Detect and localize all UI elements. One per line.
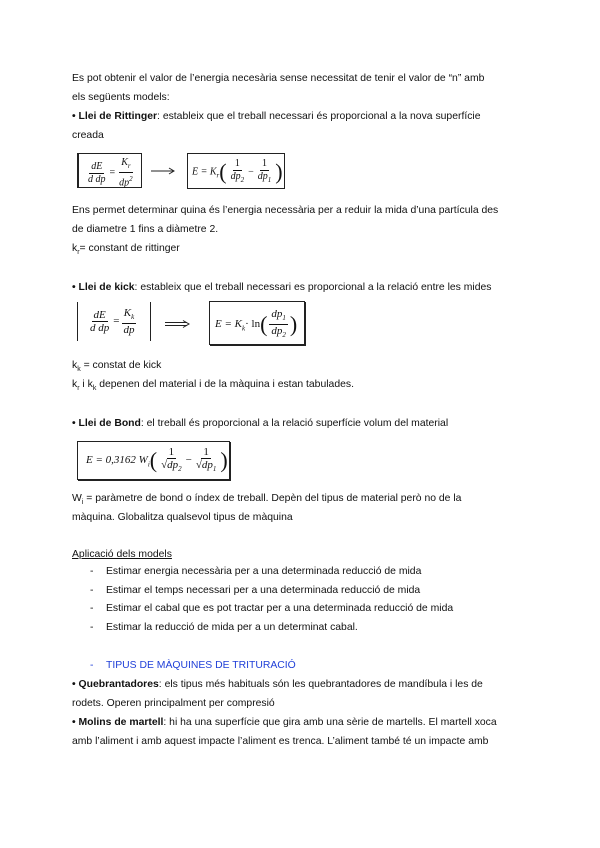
list-item: - Estimar el temps necessari per a una determinada reducció de mida xyxy=(90,582,453,601)
wi-definition: = paràmetre de bond o índex de treball. Depèn del tipus de material però no de la xyxy=(83,493,462,504)
molins-desc-2: amb l’aliment i amb aquest impacte l’aliment es trenca. L’aliment també té un impacte amb xyxy=(72,736,489,747)
list-item: - Estimar energia necessària per a una determinada reducció de mida xyxy=(90,563,453,582)
bond-title: • Llei de Bond xyxy=(72,418,141,429)
quebrantadores-title: • Quebrantadores xyxy=(72,679,159,690)
rittinger-f1-den-sub: 2 xyxy=(240,176,245,184)
kk-symbol: k xyxy=(72,360,78,371)
kk-subscript: k xyxy=(77,366,81,374)
rittinger-energy-equation: $E = K_r$( $\frac{1}{dp_2}$ − $\frac{1}{dp_1}$ ) xyxy=(187,153,285,189)
implies-arrow-icon xyxy=(151,167,177,175)
kr-subscript: r xyxy=(77,249,80,257)
rittinger-eq-dp: dp xyxy=(119,177,130,189)
rittinger-explanation-1: Ens permet determinar quina és l’energia necessària per a reduir la mida d’una partícula des xyxy=(72,205,499,216)
rittinger-eq-dp-sup: 2 xyxy=(129,175,133,183)
rittinger-eq-K: K xyxy=(121,157,128,168)
bond-f2-den: √dp xyxy=(195,459,213,471)
bond-f2-den-sub: 1 xyxy=(212,465,217,474)
applications-heading: Aplicació dels models xyxy=(72,549,172,560)
rittinger-f2-num: 1 xyxy=(261,158,267,169)
kick-eq-den: d dp xyxy=(90,322,110,335)
kr-definition: = constant de rittinger xyxy=(79,243,180,254)
kick-f-den-sub: 2 xyxy=(282,331,286,340)
rittinger-constant xyxy=(72,240,532,263)
kick-title: • Llei de kick xyxy=(72,282,135,293)
rittinger-eq-K-sub: r xyxy=(127,162,131,170)
kick-E-lhs-sub: k xyxy=(241,324,246,333)
note-and-kk: i k xyxy=(79,379,93,390)
intro-line-1: Es pot obtenir el valor de l’energia necesària sense necessitat de tenir el valor de “n” amb xyxy=(72,73,485,84)
quebrantadores-paragraph xyxy=(72,676,532,695)
rittinger-E-lhs: E = K xyxy=(192,166,217,178)
list-item: - Estimar la reducció de mida per a un determinat cabal. xyxy=(90,619,453,638)
rittinger-title: • Llei de Rittinger xyxy=(72,111,158,122)
rittinger-explanation-2: de diametre 1 fins a diàmetre 2. xyxy=(72,224,219,235)
rittinger-f2-den-sub: 1 xyxy=(267,176,272,184)
quebrantadores-desc-2: rodets. Operen principalment per compresió xyxy=(72,698,275,709)
bond-f2-num: 1 xyxy=(203,446,209,458)
kick-f-num-sub: 1 xyxy=(282,314,286,323)
bond-equation: E = 0,3162 $W_i$( $\frac{1}{√dp_2}$ − $\frac{1}{√dp_1}$ ) xyxy=(77,441,230,480)
kick-paragraph xyxy=(72,279,532,298)
note-kr-sub: r xyxy=(77,385,80,393)
molins-desc: : hi ha una superfície que gira amb una sèrie de martells. El martell xoca xyxy=(163,717,497,728)
bond-E-lhs-sub: i xyxy=(147,460,150,469)
bond-f1-num: 1 xyxy=(168,446,175,458)
intro-line-2: els següents models: xyxy=(72,92,170,103)
bond-f1-den: √dp xyxy=(161,459,179,471)
rittinger-paragraph xyxy=(72,108,532,127)
note-kr: k xyxy=(72,379,78,390)
kick-f-den: dp xyxy=(271,325,283,338)
kick-eq-K: K xyxy=(123,307,132,319)
rittinger-eq-num: dE xyxy=(91,160,103,172)
bond-work-index-2: màquina. Globalitza qualsevol tipus de màquina xyxy=(72,512,293,523)
kr-symbol: k xyxy=(72,243,78,254)
molins-paragraph xyxy=(72,714,532,733)
kick-f-num: dp xyxy=(271,308,283,320)
kick-eq-dp: dp xyxy=(123,324,135,337)
wi-subscript: i xyxy=(81,499,84,507)
kk-definition: = constat de kick xyxy=(80,360,162,371)
rittinger-desc-2: creada xyxy=(72,130,104,141)
bond-paragraph xyxy=(72,415,532,434)
machines-heading: - TIPUS DE MÀQUINES DE TRITURACIÓ xyxy=(90,657,296,676)
rittinger-desc: : estableix que el treball necessari és proporcional a la nova superfície xyxy=(157,111,481,122)
rittinger-dE-fraction xyxy=(86,161,108,186)
wi-symbol: W xyxy=(72,493,82,504)
kick-ln: · ln xyxy=(245,318,261,331)
rittinger-f2-den: dp xyxy=(257,171,268,182)
rittinger-differential-equation: $\frac{dE}{\text{d dp}}$ = $\frac{K_r}{dp^2}$ xyxy=(77,153,142,188)
rittinger-f1-den: dp xyxy=(230,171,241,182)
list-item: - Estimar el cabal que es pot tractar per a una determinada reducció de mida xyxy=(90,600,453,619)
bond-desc: : el treball és proporcional a la relació superfície volum del material xyxy=(140,418,449,429)
rittinger-K-fraction xyxy=(117,157,135,189)
rittinger-f1-num: 1 xyxy=(234,158,240,169)
bond-E-lhs: E = 0,3162 W xyxy=(86,454,148,467)
rittinger-eq-den: d dp xyxy=(88,173,106,185)
bond-f1-den-sub: 2 xyxy=(178,465,182,474)
molins-title: • Molins de martell xyxy=(72,717,164,728)
note-rest: depenen del material i de la màquina i estan tabulades. xyxy=(96,379,354,390)
machines-list xyxy=(90,657,296,676)
kick-eq-num: dE xyxy=(93,309,106,322)
rittinger-E-lhs-sub: r xyxy=(216,171,220,180)
note-kk-sub: k xyxy=(92,385,97,393)
kick-note xyxy=(72,376,532,399)
applications-list xyxy=(90,563,453,637)
implies-arrow-icon xyxy=(165,320,191,328)
kick-eq-K-sub: k xyxy=(131,313,135,322)
kick-desc: : estableix que el treball necessari es proporcional a la relació entre les mides xyxy=(134,282,492,293)
kick-differential-equation: $\frac{dE}{\text{d dp}}$ = $\frac{K_k}{dp}$ xyxy=(77,302,151,341)
kick-E-lhs: E = K xyxy=(215,318,242,331)
quebrantadores-desc: : els tipus més habituals són les quebrantadores de mandíbula i les de xyxy=(158,679,483,690)
kick-energy-equation: $E = K_k\cdot \ln$( $\frac{dp_1}{dp_2}$ ) xyxy=(209,301,305,345)
